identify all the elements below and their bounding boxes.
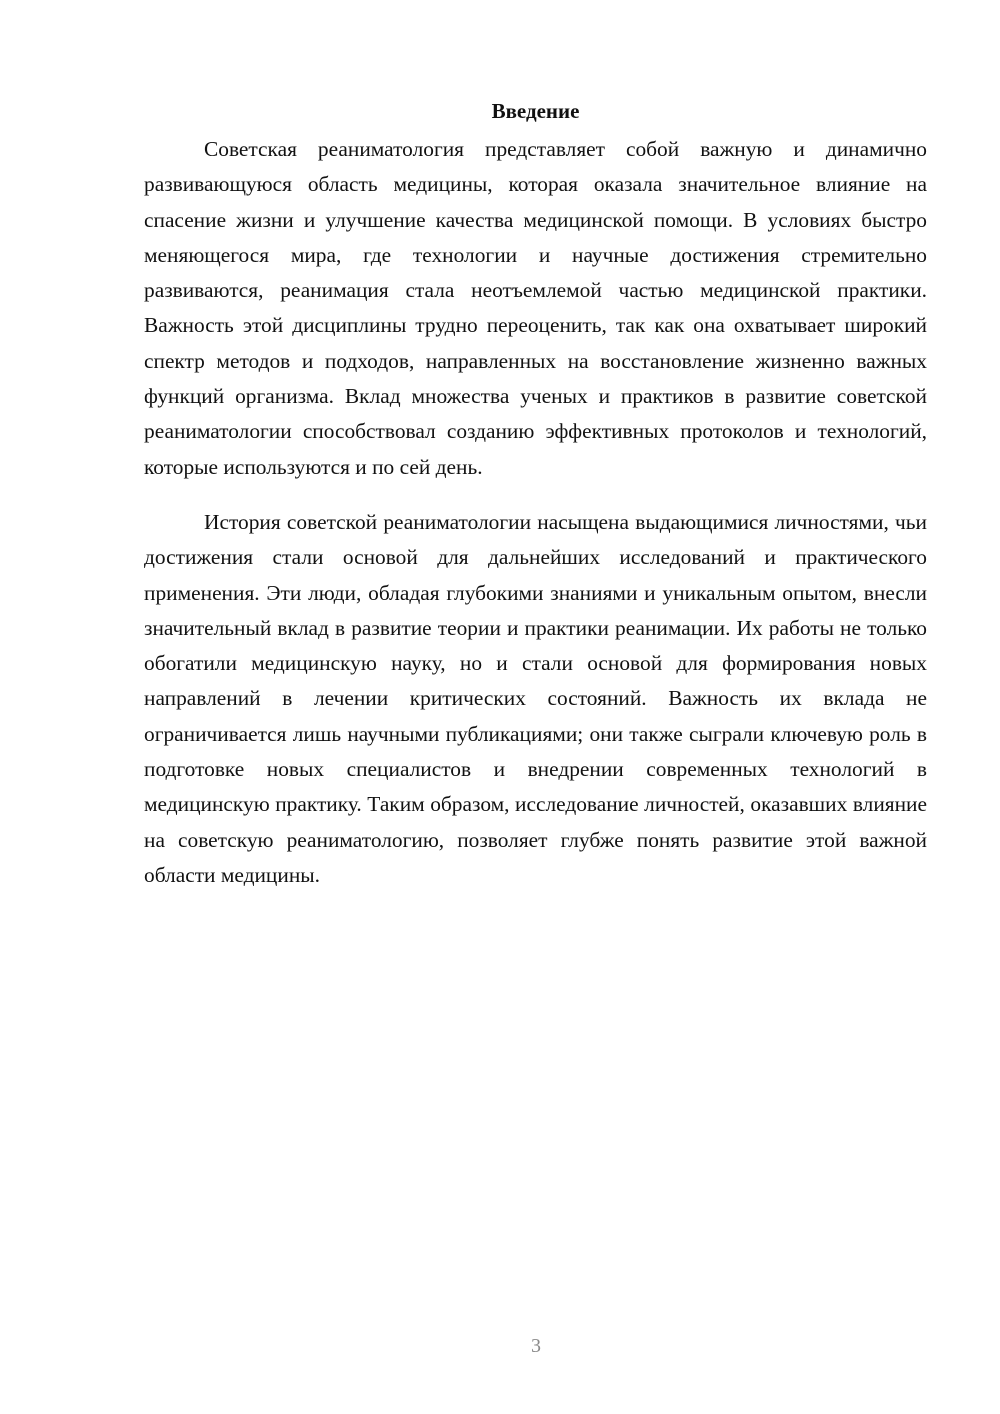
paragraph-1: Советская реаниматология представляет собой важную и динамично развивающуюся область медицины, которая оказала значительное влияние на спасение жизни и улучшение качества медицинской помощи. В условиях быстро меняющегося мира, где технологии и научные достижения стремительно развиваются, реанимация стала неотъемлемой частью медицинской практики. Важность этой дисциплины трудно переоценить, так как она охватывает широкий спектр методов и подходов, направленных на восстановление жизненно важных функций организма. Вклад множества ученых и практиков в развитие советской реаниматологии способствовал созданию эффективных протоколов и технологий, которые используются и по сей день.	[144, 137, 927, 479]
page-number: 3	[531, 1335, 541, 1357]
page-content	[144, 96, 927, 893]
section-title: Введение	[491, 99, 580, 123]
paragraph-2: История советской реаниматологии насыщена выдающимися личностями, чьи достижения стали основой для дальнейших исследований и практического применения. Эти люди, обладая глубокими знаниями и уникальным опытом, внесли значительный вклад в развитие теории и практики реанимации. Их работы не только обогатили медицинскую науку, но и стали основой для формирования новых направлений в лечении критических состояний. Важность их вклада не ограничивается лишь научными публикациями; они также сыграли ключевую роль в подготовке новых специалистов и внедрении современных технологий в медицинскую практику. Таким образом, исследование личностей, оказавших влияние на советскую реаниматологию, позволяет глубже понять развитие этой важной области медицины.	[144, 509, 927, 887]
